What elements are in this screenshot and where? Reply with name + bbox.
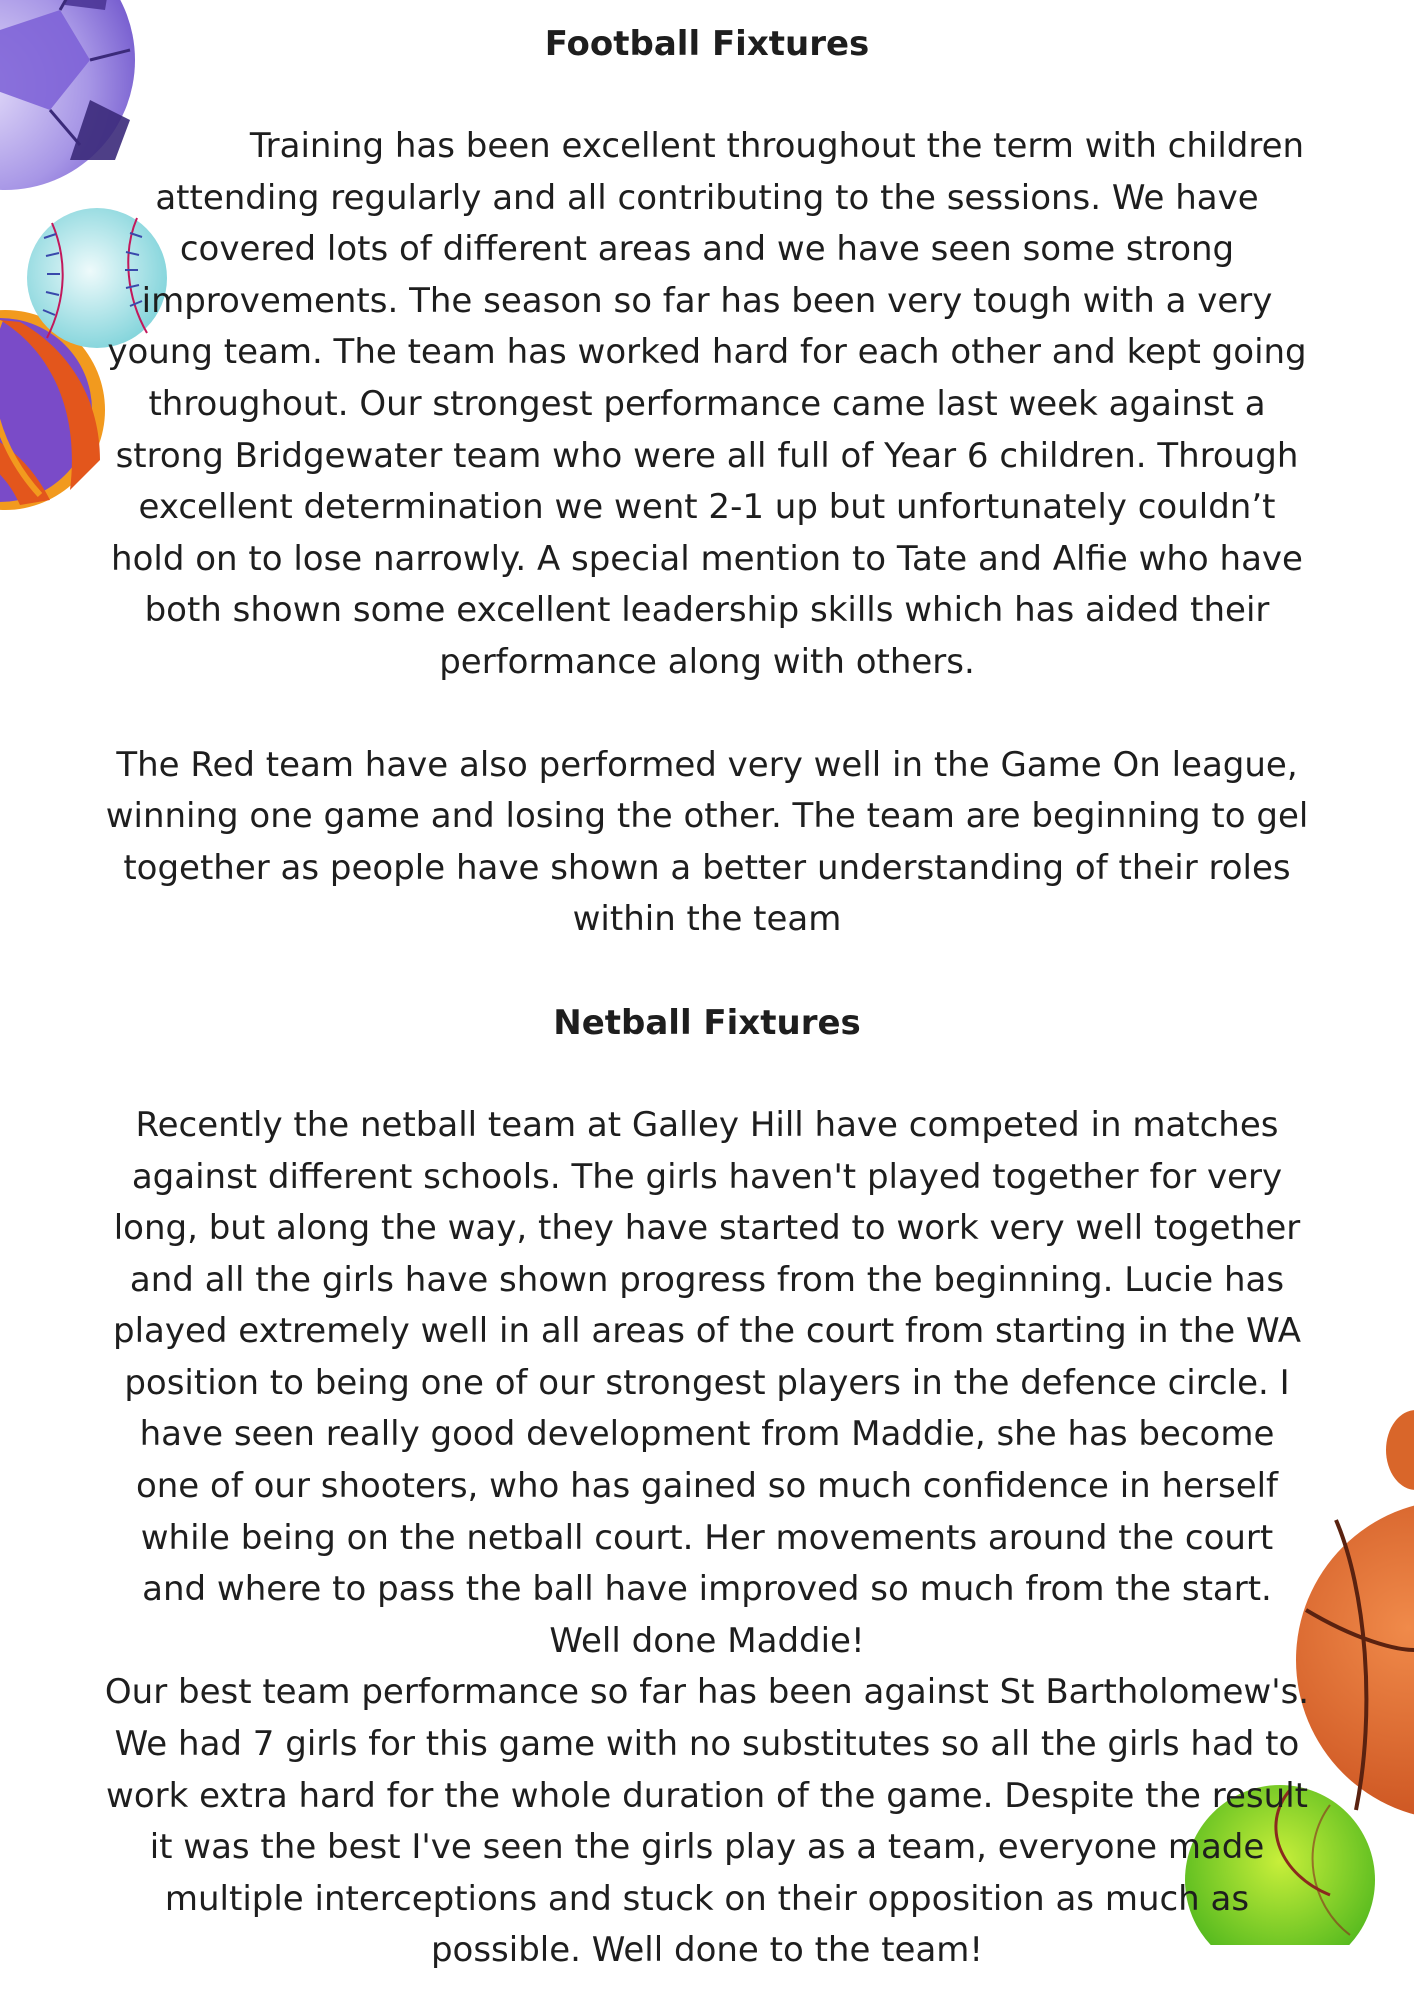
netball-paragraph-2: Our best team performance so far has been against St Bartholomew's. We had 7 girls for this game with no substitutes so all the girls had to work extra hard for the whole duration of the game. Despite the result it was the best I've seen the girls play as a team, everyone made multiple interceptions and stuck on their opposition as much as possible. Well done to the team! [104, 1672, 1310, 1971]
football-paragraph-1: Training has been excellent throughout the term with children attending regularly and all contributing to the sessions. We have covered lots of different areas and we have seen some strong improvements. The season so far has been very tough with a very young team. The team has worked hard for each other and kept going throughout. Our strongest performance came last week against a strong Bridgewater team who were all full of Year 6 children. Through excellent determination we went 2-1 up but unfortunately couldn’t hold on to lose narrowly. A special mention to Tate and Alfie who have both shown some excellent leadership skills which has aided their performance along with others. [107, 126, 1307, 682]
netball-paragraph-1: Recently the netball team at Galley Hill have competed in matches against different schools. The girls haven't played together for very long, but along the way, they have started to work very well together and all the girls have shown progress from the beginning. Lucie has played extremely well in all areas of the court from starting in the WA position to being one of our strongest players in the defence circle. I have seen really good development from Maddie, she has become one of our shooters, who has gained so much confidence in herself while being on the netball court. Her movements around the court and where to pass the ball have improved so much from the start. Well done Maddie! [112, 1104, 1301, 1661]
netball-heading: Netball Fixtures [553, 1002, 861, 1043]
football-paragraph-2: The Red team have also performed very well in the Game On league, winning one game and losing the other. The team are beginning to gel together as people have shown a better understanding of their roles within the team [105, 744, 1309, 940]
newsletter-content [60, 18, 1354, 1977]
football-heading: Football Fixtures [544, 24, 870, 64]
